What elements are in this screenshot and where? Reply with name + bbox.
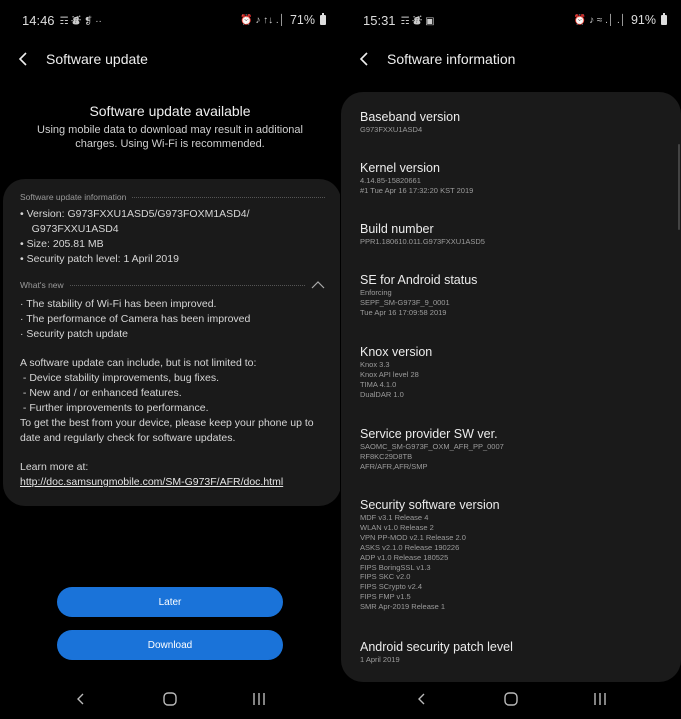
item-value: Enforcing <box>360 288 392 297</box>
home-button[interactable] <box>501 691 521 707</box>
software-info-card <box>341 92 681 682</box>
item-value: 1 April 2019 <box>360 655 400 664</box>
notification-icons: ☶ ⛇ ❡ ·· <box>59 15 102 27</box>
dotted-divider <box>132 197 325 198</box>
recents-button[interactable] <box>249 691 269 707</box>
item-value: ADP v1.0 Release 180525 <box>360 552 449 562</box>
item-title: Kernel version <box>360 161 440 175</box>
nav-back-icon <box>417 692 427 706</box>
dotted-divider <box>70 285 305 286</box>
status-icons: ⏰ ♪ ↑↓ .│ <box>240 14 285 26</box>
back-button[interactable] <box>14 50 32 68</box>
back-button[interactable] <box>355 50 373 68</box>
item-value: FIPS SKC v2.0 <box>360 572 411 582</box>
item-value: VPN PP-MOD v2.1 Release 2.0 <box>360 532 466 542</box>
whats-new-item: · Security patch update <box>20 328 128 340</box>
navigation-bar <box>341 679 681 719</box>
item-value: WLAN v1.0 Release 2 <box>360 522 434 532</box>
item-value: FIPS SCrypto v2.4 <box>360 582 423 592</box>
disclaimer <box>20 356 325 446</box>
disclaimer-line: A software update can include, but is not limited to: <box>20 357 257 369</box>
item-value: AFR/AFR,AFR/SMP <box>360 461 428 471</box>
item-value: FIPS FMP v1.5 <box>360 592 411 602</box>
info-item-security-software[interactable] <box>360 498 661 640</box>
item-title: Security software version <box>360 498 500 512</box>
item-value: SMR Apr-2019 Release 1 <box>360 602 446 612</box>
item-value: FIPS BoringSSL v1.3 <box>360 562 431 572</box>
info-item-baseband[interactable] <box>360 110 661 161</box>
status-time: 15:31 <box>363 12 396 28</box>
chevron-up-icon[interactable] <box>311 280 325 290</box>
software-information-screen <box>341 0 681 719</box>
item-title: Service provider SW ver. <box>360 427 498 441</box>
scrollbar[interactable] <box>678 144 680 230</box>
learn-more-link[interactable]: http://doc.samsungmobile.com/SM-G973F/AFR/doc.html <box>20 476 284 488</box>
home-icon <box>162 691 178 707</box>
item-value: Tue Apr 16 17:09:58 2019 <box>360 307 447 317</box>
item-title: Baseband version <box>360 110 461 124</box>
status-bar <box>341 0 681 40</box>
item-value: G973FXXU1ASD4 <box>360 125 423 134</box>
navigation-bar <box>0 679 340 719</box>
info-item-build[interactable] <box>360 222 661 273</box>
learn-more <box>20 460 325 490</box>
disclaimer-line: To get the best from your device, please keep your phone up to <box>20 417 314 429</box>
page-title: Software update <box>46 51 148 67</box>
update-available-title: Software update available <box>89 103 251 119</box>
disclaimer-line: date and regularly check for software updates. <box>20 432 236 444</box>
item-title: Build number <box>360 222 434 236</box>
whats-new-list <box>20 297 325 342</box>
info-section-title: Software update information <box>20 192 127 202</box>
update-info-card <box>3 179 340 506</box>
item-value: Knox API level 28 <box>360 369 419 379</box>
home-icon <box>503 691 519 707</box>
disclaimer-line: - New and / or enhanced features. <box>20 387 182 399</box>
item-value: 4.14.85-15820661 <box>360 176 421 185</box>
battery-percent: 71% <box>289 13 315 27</box>
whats-new-item: · The stability of Wi-Fi has been improved. <box>20 298 217 310</box>
app-bar <box>341 40 681 78</box>
info-list <box>20 207 325 267</box>
recents-icon <box>251 692 267 706</box>
learn-more-label: Learn more at: <box>20 461 89 473</box>
item-value: TIMA 4.1.0 <box>360 379 397 389</box>
battery-icon <box>320 15 326 25</box>
status-time: 14:46 <box>22 12 55 28</box>
nav-back-icon <box>76 692 86 706</box>
item-value: DualDAR 1.0 <box>360 389 404 399</box>
battery-percent: 91% <box>630 13 656 27</box>
download-button[interactable]: Download <box>57 630 283 660</box>
item-title: Knox version <box>360 345 433 359</box>
later-button[interactable]: Later <box>57 587 283 617</box>
item-value: PPR1.180610.011.G973FXXU1ASD5 <box>360 237 485 246</box>
battery-icon <box>661 15 667 25</box>
software-update-screen <box>0 0 340 719</box>
status-icons: ⏰ ♪ ≈ .│ .│ <box>573 14 626 26</box>
info-line: G973FXXU1ASD4 <box>20 223 119 235</box>
notification-icons: ☶ ⛇ ▣ <box>400 15 435 27</box>
home-button[interactable] <box>160 691 180 707</box>
item-value: SAOMC_SM-G973F_OXM_AFR_PP_0007 <box>360 442 504 451</box>
whats-new-item: · The performance of Camera has been improved <box>20 313 251 325</box>
nav-back-button[interactable] <box>412 691 432 707</box>
info-item-service-provider[interactable] <box>360 427 661 498</box>
page-title: Software information <box>387 51 516 67</box>
info-line: • Version: G973FXXU1ASD5/G973FOXM1ASD4/ <box>20 208 250 220</box>
item-title: Android security patch level <box>360 640 513 654</box>
item-title: SE for Android status <box>360 273 478 287</box>
disclaimer-line: - Device stability improvements, bug fixes. <box>20 372 219 384</box>
info-line: • Size: 205.81 MB <box>20 238 104 250</box>
item-value: MDF v3.1 Release 4 <box>360 513 429 522</box>
info-section-header <box>20 191 325 203</box>
status-bar <box>0 0 340 40</box>
info-item-kernel[interactable] <box>360 161 661 222</box>
recents-icon <box>592 692 608 706</box>
chevron-left-icon <box>18 52 28 66</box>
nav-back-button[interactable] <box>71 691 91 707</box>
update-available-desc: Using mobile data to download may result in additional charges. Using Wi-Fi is recommended. <box>37 124 303 150</box>
chevron-left-icon <box>359 52 369 66</box>
app-bar <box>0 40 340 78</box>
item-value: #1 Tue Apr 16 17:32:20 KST 2019 <box>360 185 474 195</box>
recents-button[interactable] <box>590 691 610 707</box>
item-value: ASKS v2.1.0 Release 190226 <box>360 542 460 552</box>
whats-new-header[interactable] <box>20 279 325 291</box>
info-line: • Security patch level: 1 April 2019 <box>20 253 179 265</box>
item-value: Knox 3.3 <box>360 360 390 369</box>
info-item-se-android[interactable] <box>360 273 661 345</box>
info-item-knox[interactable] <box>360 345 661 427</box>
info-item-security-patch[interactable] <box>360 640 661 665</box>
whats-new-title: What's new <box>20 280 64 290</box>
item-value: SEPF_SM-G973F_9_0001 <box>360 297 450 307</box>
disclaimer-line: - Further improvements to performance. <box>20 402 209 414</box>
item-value: RF8KC29D8TB <box>360 451 413 461</box>
